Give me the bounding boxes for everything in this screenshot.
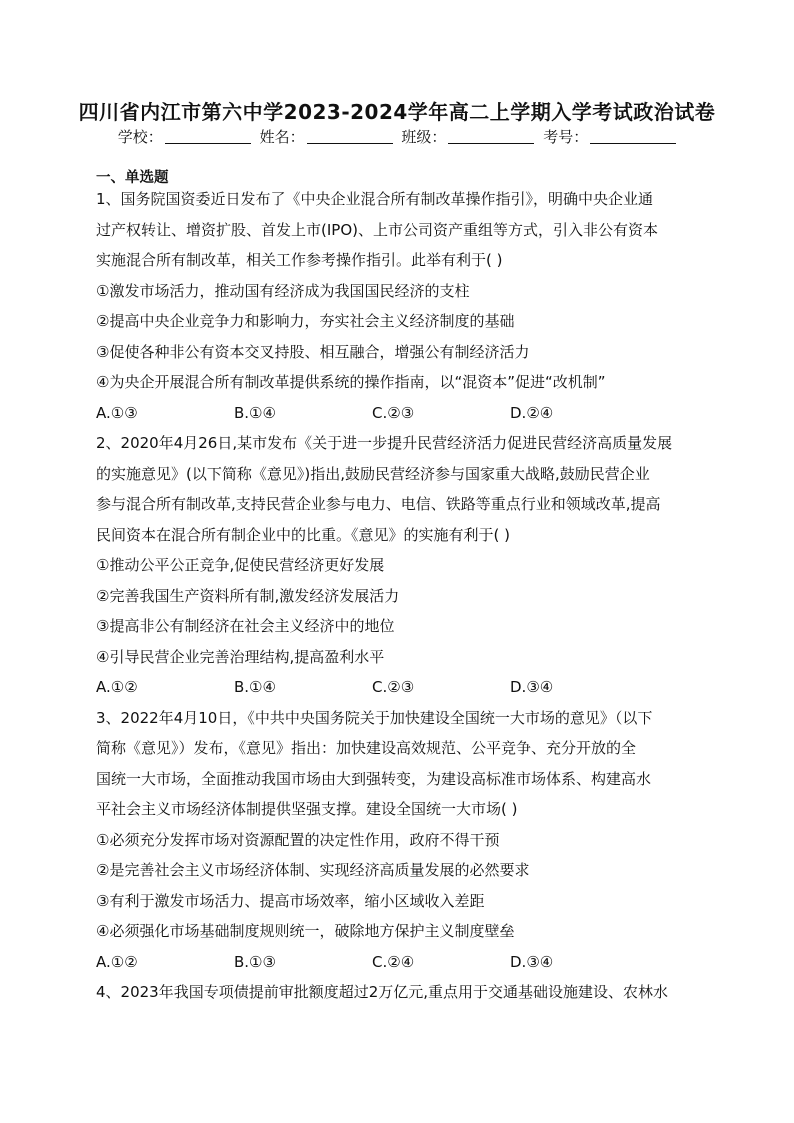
- question-1: [96, 184, 702, 428]
- school-field: [118, 126, 251, 147]
- statement-option: ③促使各种非公有资本交叉持股、相互融合，增强公有制经济活力: [96, 342, 530, 361]
- class-blank: [448, 129, 534, 144]
- question-stem-line: 国统一大市场，全面推动我国市场由大到强转变，为建设高标准市场体系、构建高水: [96, 769, 652, 788]
- name-blank: [307, 129, 393, 144]
- question-stem-line: 平社会主义市场经济体制提供坚强支撑。建设全国统一大市场( ): [96, 800, 518, 818]
- question-stem-line: 过产权转让、增资扩股、首发上市(IPO)、上市公司资产重组等方式，引入非公有资本: [96, 220, 658, 239]
- question-stem-line: 的实施意见》(以下简称《意见》)指出,鼓励民营经济参与国家重大战略,鼓励民营企业: [96, 464, 650, 483]
- name-label: 姓名：: [259, 128, 305, 146]
- exam-number-field: [543, 126, 676, 147]
- question-stem-line: 实施混合所有制改革，相关工作参考操作指引。此举有利于( ): [96, 251, 503, 269]
- answer-choices: [96, 672, 702, 703]
- statement-option: ①激发市场活力，推动国有经济成为我国国民经济的支柱: [96, 281, 470, 300]
- school-blank: [165, 129, 251, 144]
- statement-option: ①必须充分发挥市场对资源配置的决定性作用，政府不得干预: [96, 830, 500, 849]
- name-field: [260, 126, 393, 147]
- section-heading: 一、单选题: [96, 170, 169, 186]
- answer-choice[interactable]: A.①②: [96, 678, 138, 696]
- question-stem-line: 民间资本在混合所有制企业中的比重。《意见》的实施有利于( ): [96, 525, 510, 544]
- question-3: [96, 703, 702, 978]
- answer-choice[interactable]: A.①③: [96, 403, 138, 422]
- question-stem-line: 参与混合所有制改革,支持民营企业参与电力、电信、铁路等重点行业和领域改革,提高: [96, 495, 661, 513]
- exam-number-label: 考号：: [543, 128, 589, 146]
- question-stem-line: 2、2020年4月26日,某市发布《关于进一步提升民营经济活力促进民营经济高质量发展: [96, 434, 673, 452]
- statement-option: ②完善我国生产资料所有制,激发经济发展活力: [96, 586, 400, 605]
- statement-option: ②提高中央企业竞争力和影响力，夯实社会主义经济制度的基础: [96, 312, 515, 330]
- exam-number-blank: [590, 129, 676, 144]
- exam-title: 四川省内江市第六中学2023-2024学年高二上学期入学考试政治试卷: [78, 100, 716, 124]
- statement-option: ③有利于激发市场活力、提高市场效率，缩小区域收入差距: [96, 891, 485, 910]
- school-label: 学校：: [117, 128, 163, 146]
- answer-choice[interactable]: B.①③: [234, 952, 276, 971]
- answer-choice[interactable]: D.②④: [510, 403, 554, 422]
- answer-choice[interactable]: D.③④: [510, 952, 554, 971]
- answer-choices: [96, 398, 702, 429]
- question-2: [96, 428, 702, 703]
- question-stem-line: 简称《意见》）发布，《意见》指出：加快建设高效规范、公平竞争、充分开放的全: [96, 739, 637, 757]
- question-stem-line: 1、国务院国资委近日发布了《中央企业混合所有制改革操作指引》，明确中央企业通: [96, 190, 654, 208]
- answer-choices: [96, 947, 702, 978]
- class-label: 班级：: [401, 128, 447, 146]
- statement-option: ④必须强化市场基础制度规则统一，破除地方保护主义制度壁垒: [96, 922, 515, 940]
- answer-choice[interactable]: B.①④: [234, 403, 276, 422]
- class-field: [401, 126, 534, 147]
- answer-choice[interactable]: B.①④: [234, 678, 276, 696]
- student-info-line: [0, 126, 794, 147]
- question-stem-line: 3、2022年4月10日，《中共中央国务院关于加快建设全国统一大市场的意见》（以下: [96, 708, 653, 727]
- question-stem-line: 4、2023年我国专项债提前审批额度超过2万亿元,重点用于交通基础设施建设、农林水: [96, 983, 669, 1001]
- answer-choice[interactable]: D.③④: [510, 678, 554, 696]
- statement-option: ②是完善社会主义市场经济体制、实现经济高质量发展的必然要求: [96, 861, 530, 879]
- statement-option: ④引导民营企业完善治理结构,提高盈利水平: [96, 647, 385, 666]
- statement-option: ③提高非公有制经济在社会主义经济中的地位: [96, 617, 395, 635]
- answer-choice[interactable]: A.①②: [96, 952, 138, 971]
- answer-choice[interactable]: C.②③: [372, 403, 415, 422]
- statement-option: ④为央企开展混合所有制改革提供系统的操作指南，以“混资本”促进“改机制”: [96, 373, 606, 391]
- statement-option: ①推动公平公正竞争,促使民营经济更好发展: [96, 556, 385, 574]
- answer-choice[interactable]: C.②④: [372, 952, 415, 971]
- question-4: [96, 977, 702, 1008]
- questions-list: [96, 184, 702, 1008]
- answer-choice[interactable]: C.②③: [372, 678, 415, 696]
